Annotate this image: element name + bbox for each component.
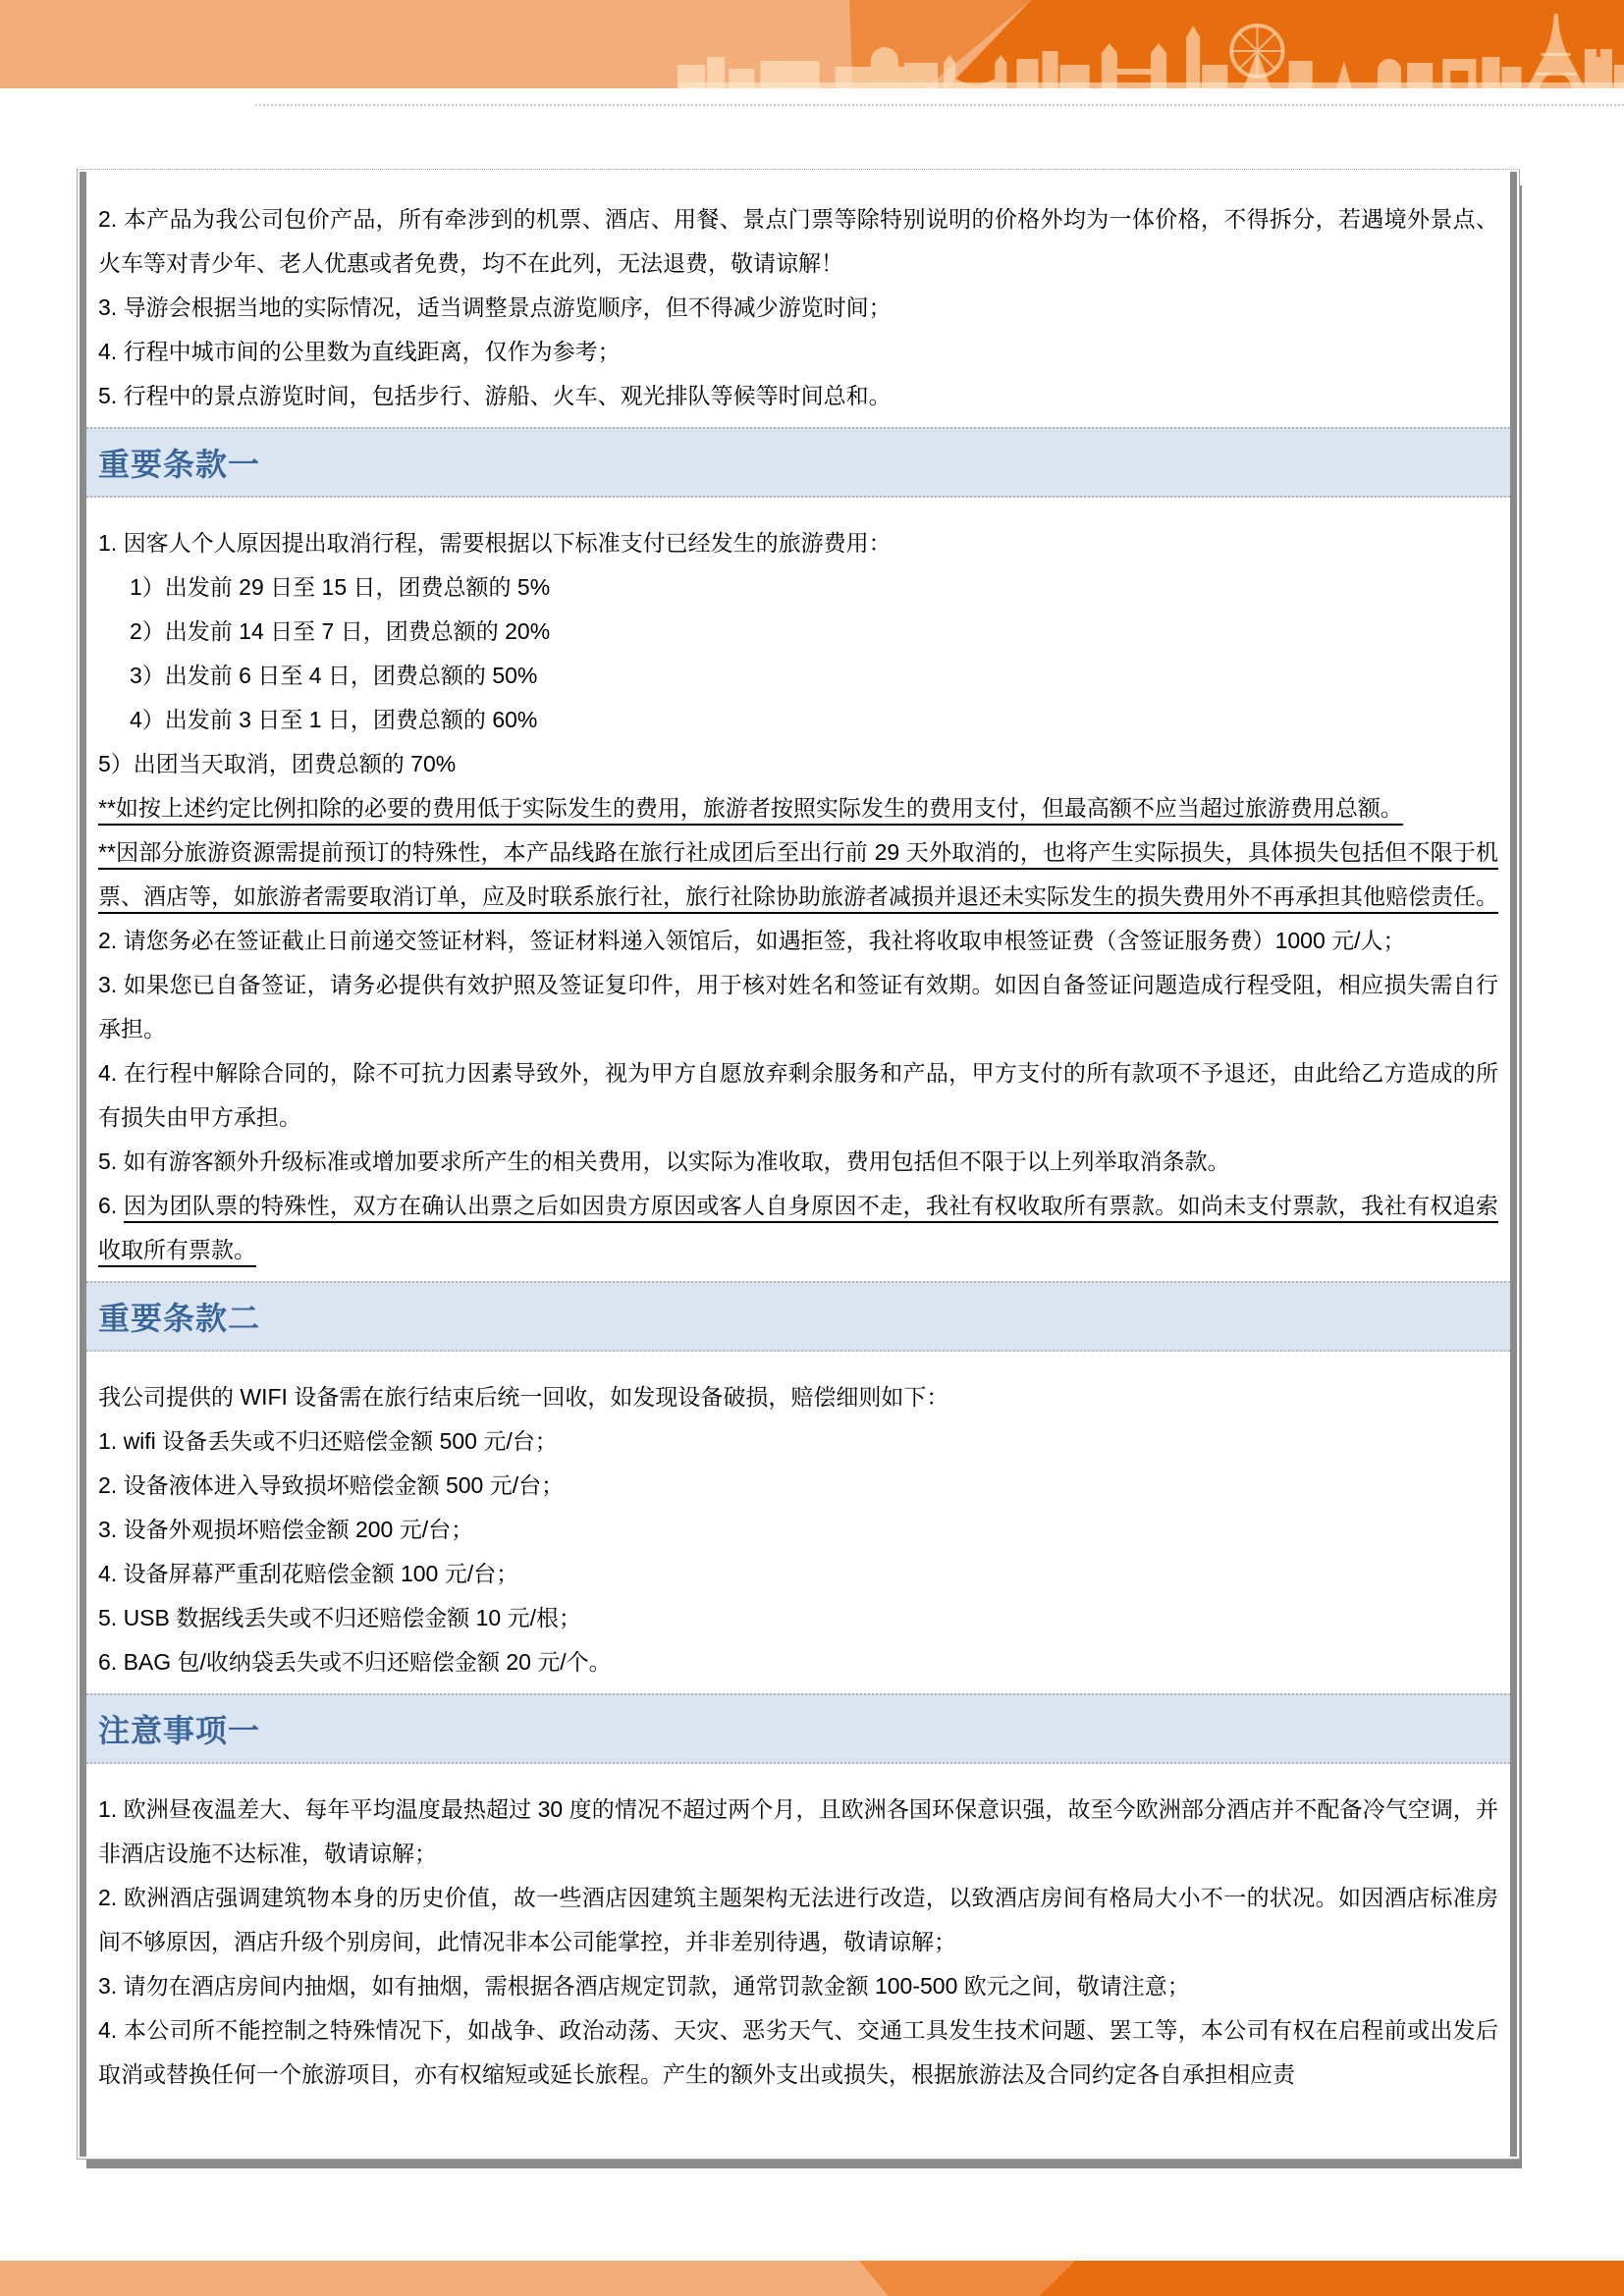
list-item: 1. wifi 设备丢失或不归还赔偿金额 500 元/台； — [98, 1428, 558, 1454]
paragraph: 5. 行程中的景点游览时间，包括步行、游船、火车、观光排队等候等时间总和。 — [98, 383, 892, 408]
paragraph: 3. 如果您已自备签证，请务必提供有效护照及签证复印件，用于核对姓名和签证有效期。如因自备签证问题造成行程受阻，相应损失需自行承担。 — [98, 972, 1498, 1041]
list-item: 6. BAG 包/收纳袋丢失或不归还赔偿金额 20 元/个。 — [98, 1649, 612, 1675]
paragraph: 4. 行程中城市间的公里数为直线距离，仅作为参考； — [98, 339, 621, 364]
footer-band — [0, 2261, 1624, 2296]
list-item: 1）出发前 29 日至 15 日，团费总额的 5% — [130, 574, 551, 600]
paragraph: 5. 如有游客额外升级标准或增加要求所产生的相关费用，以实际为准收取，费用包括但不限于以上列举取消条款。 — [98, 1148, 1230, 1174]
city-skyline-icon — [677, 0, 1624, 88]
list-item: 4. 设备屏幕严重刮花赔偿金额 100 元/台； — [98, 1561, 519, 1586]
document-inner-border — [80, 172, 1517, 2157]
section-header-important-terms-1 — [86, 427, 1510, 498]
paragraph: 我公司提供的 WIFI 设备需在旅行结束后统一回收，如发现设备破损，赔偿细则如下： — [98, 1384, 949, 1410]
paragraph: 4. 在行程中解除合同的，除不可抗力因素导致外，视为甲方自愿放弃剩余服务和产品，甲方支付的所有款项不予退还，由此给乙方造成的所有损失由甲方承担。 — [98, 1060, 1498, 1130]
document-content — [86, 172, 1510, 2097]
paragraph-underlined: 因为团队票的特殊性，双方在确认出票之后如因贵方原因或客人自身原因不走，我社有权收取所有票款。如尚未支付票款，我社有权追索收取所有票款。 — [98, 1193, 1499, 1262]
paragraph — [98, 1184, 1498, 1272]
paragraph-underlined: **因部分旅游资源需提前预订的特殊性，本产品线路在旅行社成团后至出行前 29 天外取消的，也将产生实际损失，具体损失包括但不限于机票、酒店等，如旅游者需要取消订单，应及时联系旅行社，旅行社除协助旅游者减损并退还未实际发生的损失费用外不再承担其他赔偿责任。 — [98, 839, 1498, 909]
paragraph: 2. 本产品为我公司包价产品，所有牵涉到的机票、酒店、用餐、景点门票等除特别说明的价格外均为一体价格，不得拆分，若遇境外景点、火车等对青少年、老人优惠或者免费，均不在此列，无法退费，敬请谅解！ — [98, 206, 1498, 276]
paragraph: 3. 请勿在酒店房间内抽烟，如有抽烟，需根据各酒店规定罚款，通常罚款金额 100-500 欧元之间，敬请注意； — [98, 1973, 1190, 1999]
paragraph: 4. 本公司所不能控制之特殊情况下，如战争、政治动荡、天灾、恶劣天气、交通工具发生技术问题、罢工等，本公司有权在启程前或出发后取消或替换任何一个旅游项目，亦有权缩短或延长旅程。产生的额外支出或损失，根据旅游法及合同约定各自承担相应责 — [98, 2017, 1498, 2087]
list-item: 2. 设备液体进入导致损坏赔偿金额 500 元/台； — [98, 1472, 565, 1498]
footer-wedge-dark — [0, 2261, 1624, 2296]
list-item: 4）出发前 3 日至 1 日，团费总额的 60% — [130, 707, 538, 732]
paragraph: 1. 因客人个人原因提出取消行程，需要根据以下标准支付已经发生的旅游费用： — [98, 530, 892, 556]
document-page-box — [77, 169, 1520, 2160]
paragraph: 1. 欧洲昼夜温差大、每年平均温度最热超过 30 度的情况不超过两个月，且欧洲各国环保意识强，故至今欧洲部分酒店并不配备冷气空调，并非酒店设施不达标准，敬请谅解； — [98, 1796, 1498, 1866]
list-item: 3. 设备外观损坏赔偿金额 200 元/台； — [98, 1517, 474, 1542]
paragraph-underlined: **如按上述约定比例扣除的必要的费用低于实际发生的费用，旅游者按照实际发生的费用支付，但最高额不应当超过旅游费用总额。 — [98, 795, 1403, 821]
section-header-notes-1 — [86, 1693, 1510, 1764]
list-item: 2）出发前 14 日至 7 日，团费总额的 20% — [130, 618, 551, 644]
paragraph: 2. 请您务必在签证截止日前递交签证材料，签证材料递入领馆后，如遇拒签，我社将收取申根签证费（含签证服务费）1000 元/人； — [98, 928, 1406, 953]
list-number: 6. — [98, 1193, 124, 1218]
section-title: 注意事项一 — [98, 1713, 261, 1748]
header-banner — [0, 0, 1624, 88]
list-item: 3）出发前 6 日至 4 日，团费总额的 50% — [130, 663, 538, 688]
list-item: 5）出团当天取消，团费总额的 70% — [98, 751, 457, 776]
dotted-divider — [255, 104, 1624, 106]
section-title: 重要条款二 — [98, 1301, 261, 1336]
section-title: 重要条款一 — [98, 447, 261, 482]
paragraph: 2. 欧洲酒店强调建筑物本身的历史价值，故一些酒店因建筑主题架构无法进行改造，以致酒店房间有格局大小不一的状况。如因酒店标准房间不够原因，酒店升级个别房间，此情况非本公司能掌控，并非差别待遇，敬请谅解； — [98, 1885, 1498, 1954]
section-header-important-terms-2 — [86, 1281, 1510, 1352]
paragraph: 3. 导游会根据当地的实际情况，适当调整景点游览顺序，但不得减少游览时间； — [98, 294, 892, 320]
list-item: 5. USB 数据线丢失或不归还赔偿金额 10 元/根； — [98, 1605, 582, 1630]
